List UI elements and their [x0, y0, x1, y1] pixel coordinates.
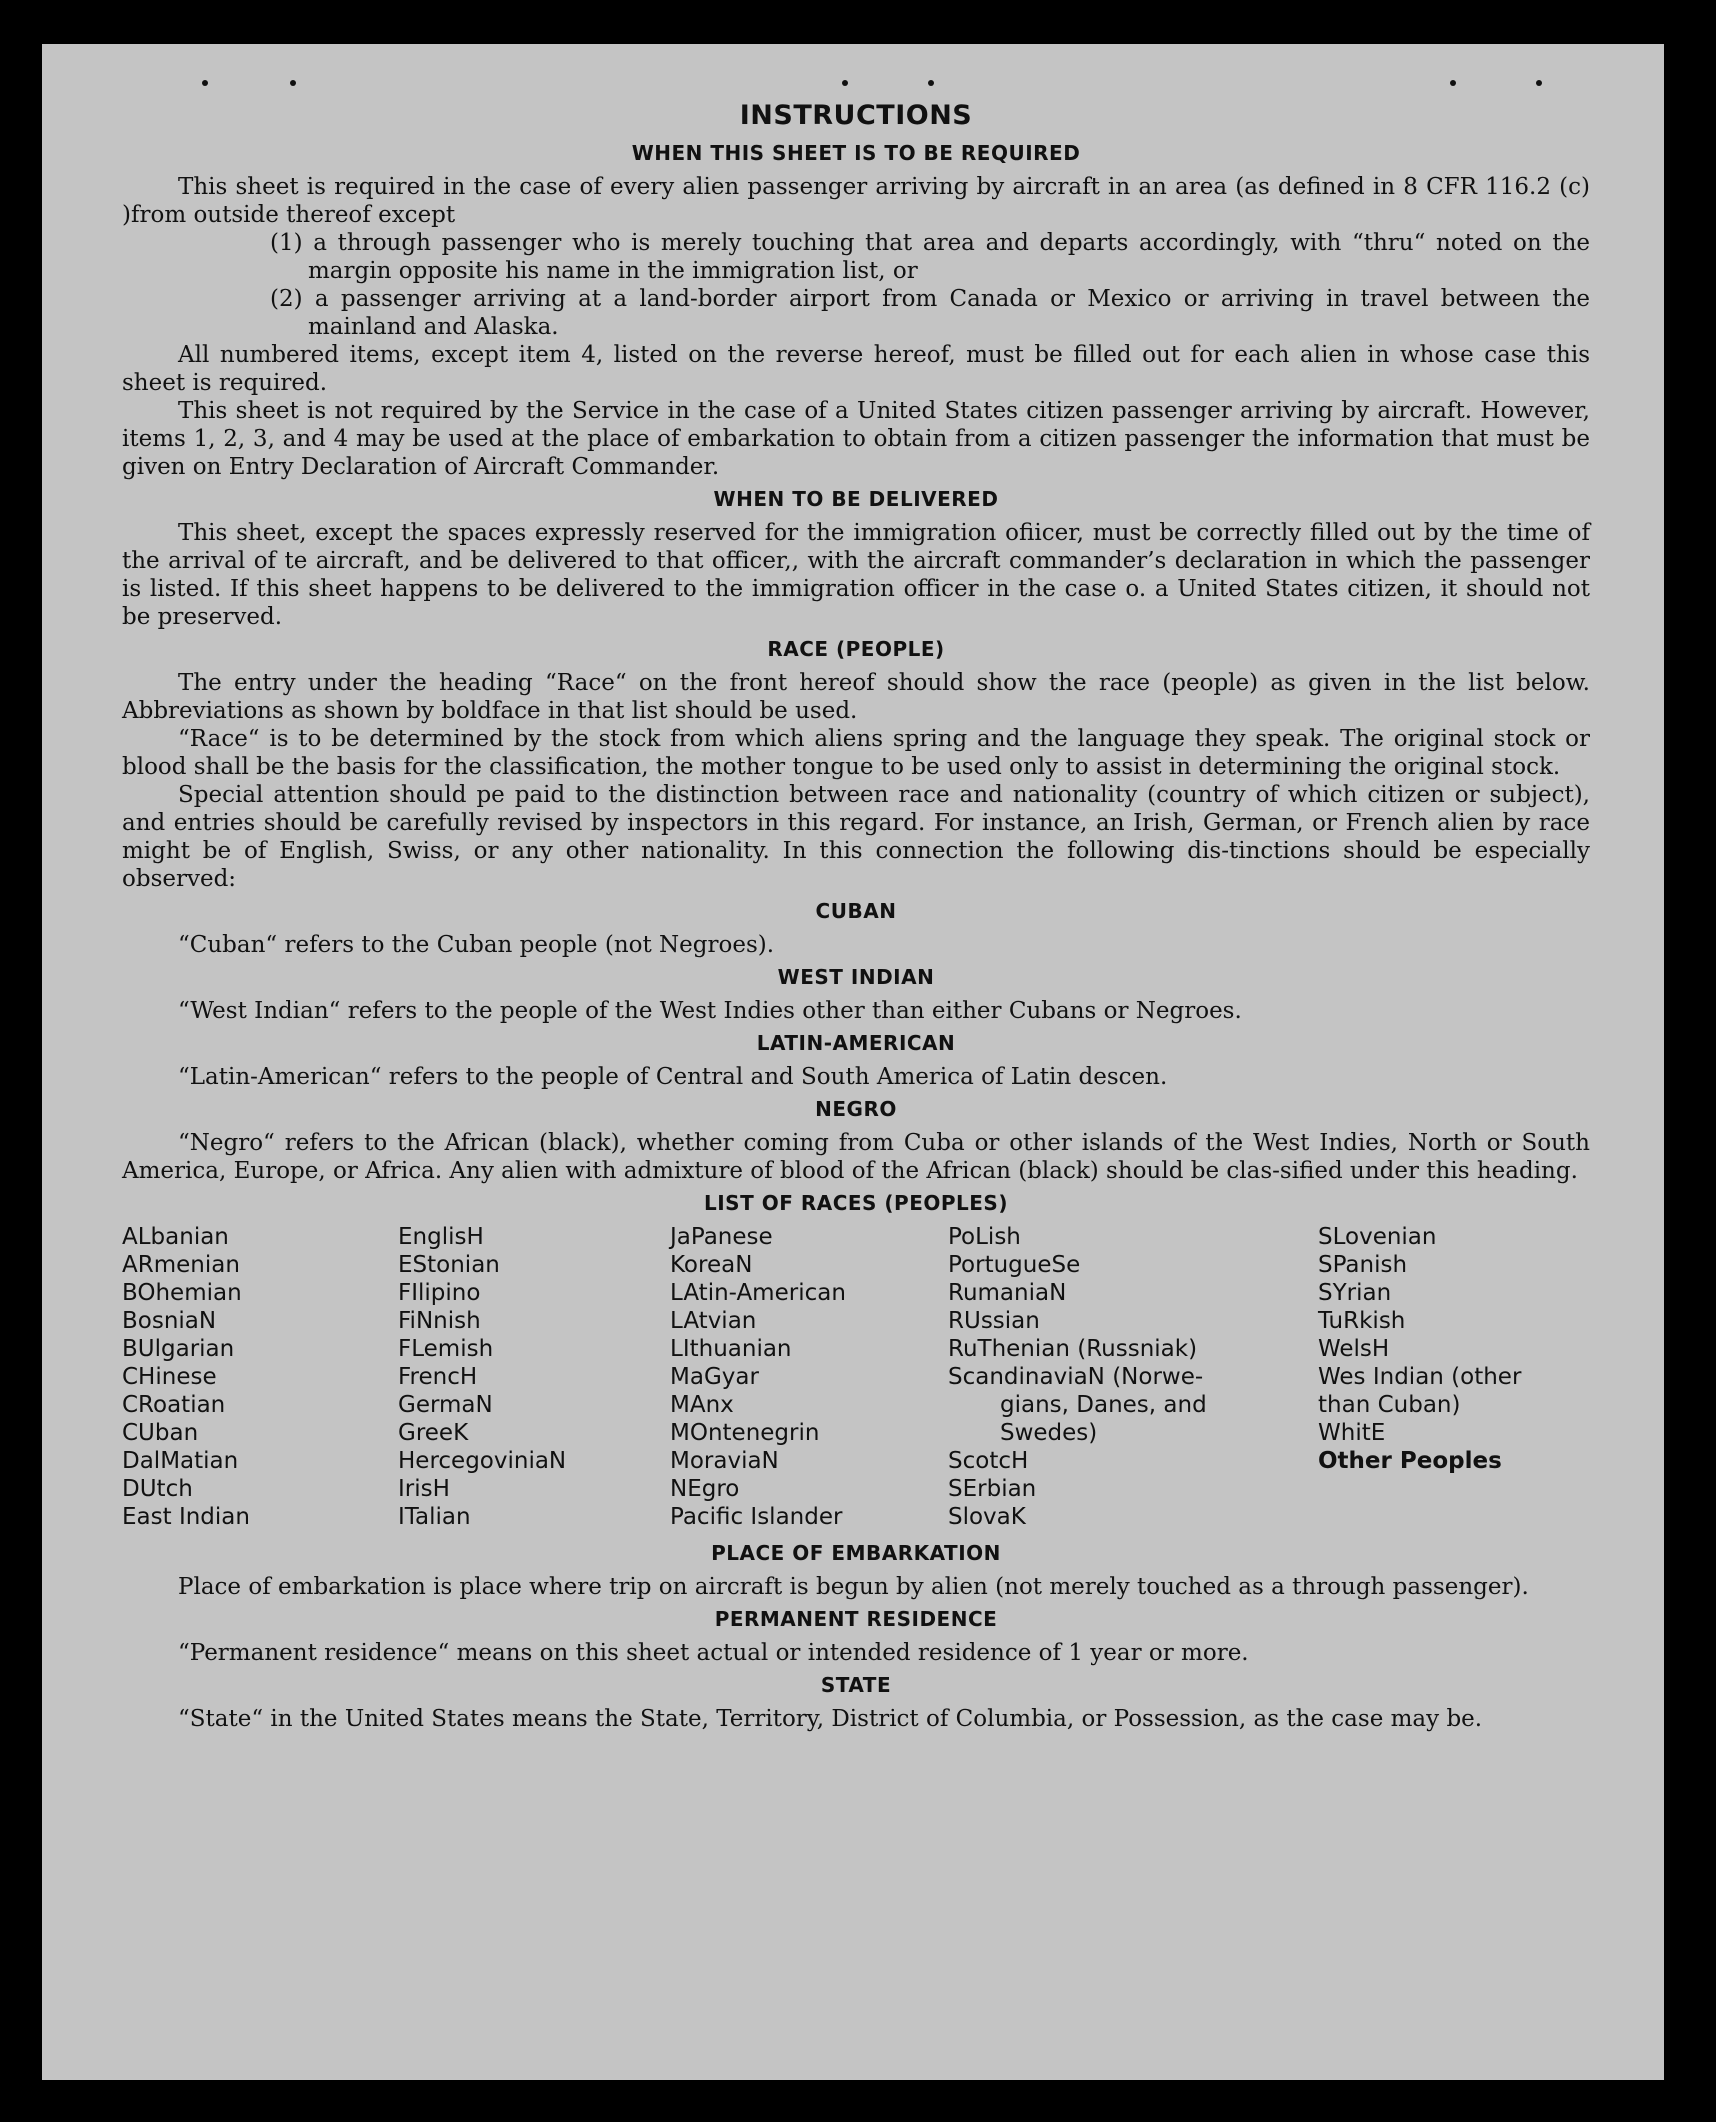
race-item: RumaniaN [948, 1280, 1067, 1306]
paragraph: All numbered items, except item 4, listed on the reverse hereof, must be filled out for each alien in whose case this sheet is required. [122, 342, 1590, 396]
race-item: BUlgarian [122, 1336, 235, 1362]
race-item: FiNnish [398, 1308, 481, 1334]
speck [1450, 80, 1456, 86]
race-item: IrisH [398, 1476, 450, 1502]
section-heading: WHEN THIS SHEET IS TO BE REQUIRED [631, 141, 1081, 165]
section-heading: WEST INDIAN [777, 965, 935, 989]
race-item: WhitE [1318, 1420, 1386, 1446]
section-heading: PERMANENT RESIDENCE [714, 1607, 998, 1631]
section-heading: NEGRO [815, 1097, 897, 1121]
speck [290, 80, 296, 86]
race-item: FLemish [398, 1336, 494, 1362]
race-item: MaGyar [670, 1364, 759, 1390]
paragraph: The entry under the heading “Race“ on the front hereof should show the race (people) as given in the list below. Abbreviations as shown by boldface in that list should be used. [122, 670, 1590, 724]
paragraph: “Cuban“ refers to the Cuban people (not Negroes). [178, 932, 775, 958]
speck [842, 80, 848, 86]
race-column [398, 1223, 566, 1531]
race-item: TuRkish [1318, 1308, 1406, 1334]
section-heading: CUBAN [815, 899, 897, 923]
race-item: JaPanese [670, 1224, 773, 1250]
section-heading: STATE [820, 1673, 892, 1697]
race-item: FrencH [398, 1364, 478, 1390]
race-item: SLovenian [1318, 1224, 1437, 1250]
list-item: (2) a passenger arriving at a land-border airport from Canada or Mexico or arriving in travel between the mainland and Alaska. [270, 286, 1590, 340]
race-item: CUban [122, 1420, 199, 1446]
race-item: RuThenian (Russniak) [948, 1336, 1198, 1362]
race-item: EStonian [398, 1252, 500, 1278]
section-heading: LIST OF RACES (PEOPLES) [704, 1191, 1008, 1215]
race-item: Wes Indian (other [1318, 1364, 1522, 1390]
paragraph: This sheet, except the spaces expressly reserved for the immigration ofiicer, must be correctly filled out by the time of the arrival of te aircraft, and be delivered to that officer,, with the aircraft commander’s declaration in which the passenger is listed. If this sheet happens to be delivered to the immigration officer in the case o. a United States citizen, it should not be preserved. [122, 520, 1590, 630]
race-item: ALbanian [122, 1224, 229, 1250]
race-column [1318, 1223, 1590, 1475]
race-item: LAtin-American [670, 1280, 846, 1306]
paragraph: “Race“ is to be determined by the stock from which aliens spring and the language they speak. The original stock or blood shall be the basis for the classification, the mother tongue to be used only to assist in determining the original stock. [122, 726, 1590, 780]
race-item: PoLish [948, 1224, 1021, 1250]
race-item: HercegoviniaN [398, 1448, 567, 1474]
race-item: SYrian [1318, 1280, 1392, 1306]
section-heading: WHEN TO BE DELIVERED [713, 487, 999, 511]
race-item: EnglisH [398, 1224, 484, 1250]
race-item: gians, Danes, and [1000, 1392, 1207, 1418]
race-item: CHinese [122, 1364, 217, 1390]
speck [1536, 80, 1542, 86]
section-heading: PLACE OF EMBARKATION [711, 1541, 1001, 1565]
race-item: East Indian [122, 1504, 250, 1530]
race-item: ARmenian [122, 1252, 240, 1278]
paragraph: “State“ in the United States means the State, Territory, District of Columbia, or Possession, as the case may be. [178, 1706, 1483, 1732]
race-item: DUtch [122, 1476, 193, 1502]
race-item: KoreaN [670, 1252, 753, 1278]
race-item: MOntenegrin [670, 1420, 820, 1446]
race-item: Pacific Islander [670, 1504, 843, 1530]
race-item: WelsH [1318, 1336, 1390, 1362]
race-item: LIthuanian [670, 1336, 792, 1362]
race-item: SErbian [948, 1476, 1037, 1502]
race-item: CRoatian [122, 1392, 226, 1418]
race-item: ITalian [398, 1504, 471, 1530]
race-item: GermaN [398, 1392, 493, 1418]
paragraph: Special attention should pe paid to the distinction between race and nationality (country of which citizen or subject), and entries should be carefully revised by inspectors in this regard. For instance, an Irish, German, or French alien by race might be of English, Swiss, or any other nationality. In this connection the following dis-tinctions should be especially observed: [122, 782, 1590, 892]
section-heading: LATIN-AMERICAN [756, 1031, 956, 1055]
race-item: SlovaK [948, 1504, 1026, 1530]
paragraph: Place of embarkation is place where trip on aircraft is begun by alien (not merely touched as a through passenger). [178, 1574, 1529, 1600]
paragraph: “Negro“ refers to the African (black), whether coming from Cuba or other islands of the West Indies, North or South America, Europe, or Africa. Any alien with admixture of blood of the African (black) should be clas-sified under this heading. [122, 1130, 1590, 1184]
race-item: PortugueSe [948, 1252, 1081, 1278]
paragraph: “Latin-American“ refers to the people of Central and South America of Latin descen. [178, 1064, 1168, 1090]
paragraph: “West Indian“ refers to the people of the West Indies other than either Cubans or Negroes. [178, 998, 1242, 1024]
page-title: INSTRUCTIONS [739, 100, 973, 131]
race-item: FIlipino [398, 1280, 481, 1306]
race-column [122, 1223, 250, 1531]
race-item: NEgro [670, 1476, 740, 1502]
race-item: LAtvian [670, 1308, 757, 1334]
list-item: (1) a through passenger who is merely touching that area and departs accordingly, with “thru“ noted on the margin opposite his name in the immigration list, or [270, 230, 1590, 284]
race-column [948, 1223, 1207, 1531]
paragraph: This sheet is not required by the Service in the case of a United States citizen passenger arriving by aircraft. However, items 1, 2, 3, and 4 may be used at the place of embarkation to obtain from a citizen passenger the information that must be given on Entry Declaration of Aircraft Commander. [122, 398, 1590, 480]
race-list [122, 1223, 1590, 1535]
document-page [42, 44, 1664, 2080]
race-column [670, 1223, 846, 1531]
paragraph: This sheet is required in the case of every alien passenger arriving by aircraft in an area (as defined in 8 CFR 116.2 (c) )from outside thereof except [122, 174, 1590, 228]
race-item: MAnx [670, 1392, 734, 1418]
race-item: MoraviaN [670, 1448, 779, 1474]
race-item: Other Peoples [1318, 1448, 1502, 1474]
section-heading: RACE (PEOPLE) [767, 637, 945, 661]
race-item: BOhemian [122, 1280, 242, 1306]
race-item: GreeK [398, 1420, 469, 1446]
speck [202, 80, 208, 86]
paragraph: “Permanent residence“ means on this sheet actual or intended residence of 1 year or more. [178, 1640, 1249, 1666]
speck [928, 80, 934, 86]
race-item: ScandinaviaN (Norwe- [948, 1364, 1204, 1390]
race-item: than Cuban) [1318, 1392, 1461, 1418]
race-item: DalMatian [122, 1448, 239, 1474]
race-item: Swedes) [1000, 1420, 1098, 1446]
race-item: RUssian [948, 1308, 1040, 1334]
race-item: ScotcH [948, 1448, 1029, 1474]
race-item: BosniaN [122, 1308, 217, 1334]
race-item: SPanish [1318, 1252, 1408, 1278]
